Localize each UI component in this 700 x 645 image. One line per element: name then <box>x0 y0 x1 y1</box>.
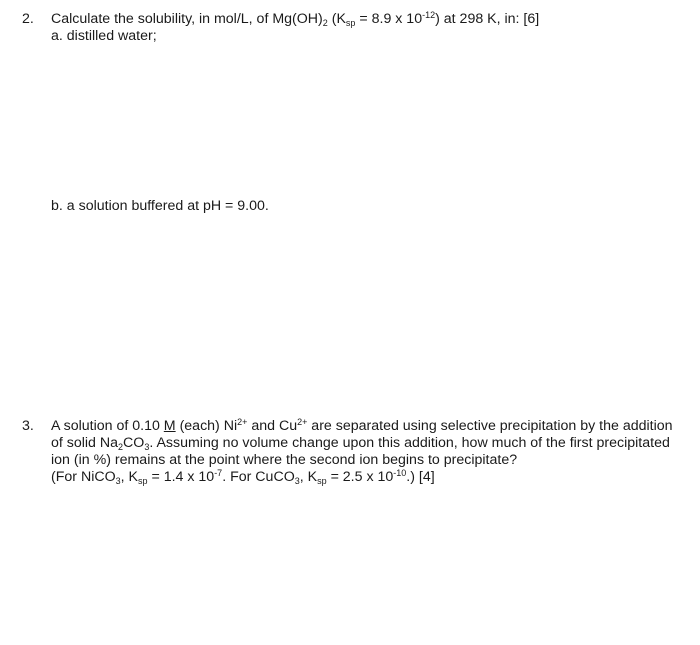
question-2-stem: Calculate the solubility, in mol/L, of $Mg(OH)_2$ ($K_{sp} = 8.9$ x $10^{-12}$) at 298 K, in: [6] <box>51 10 540 28</box>
question-3-line-2: of solid $Na_2CO_3$. Assuming no volume change upon this addition, how much of the first precipitated <box>51 435 670 452</box>
question-3-line-4: (For NiCO$_3$, $K_{sp} = 1.4$ x $10^{-7}$. For CuCO$_3$, $K_{sp} = 2.5$ x $10^{-10}$.) [4] <box>51 468 435 486</box>
question-2-part-b: b. a solution buffered at pH = 9.00. <box>51 198 269 214</box>
question-3-line-3: ion (in %) remains at the point where the second ion begins to precipitate? <box>51 452 518 468</box>
question-2-part-a: a. distilled water; <box>51 28 157 44</box>
question-2-number: 2. <box>22 11 34 27</box>
question-3-line-1: A solution of 0.10 M (each) $Ni^{2+}$ and $Cu^{2+}$ are separated using selective precipitation by the addition <box>51 417 673 434</box>
question-3-number: 3. <box>22 418 34 434</box>
